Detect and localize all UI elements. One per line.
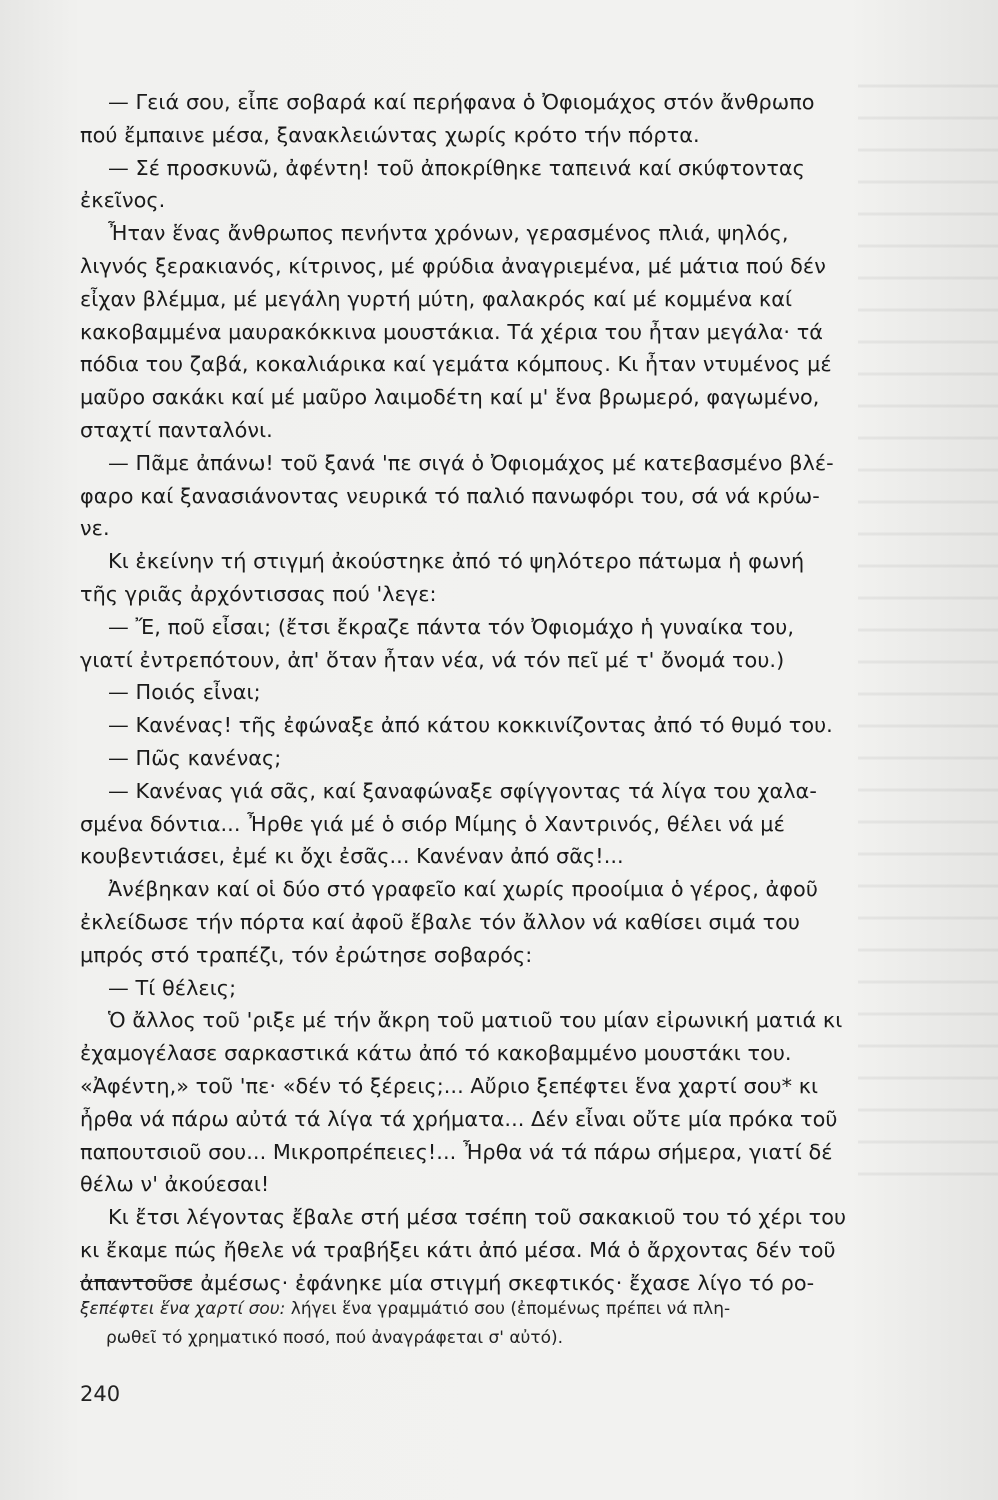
text-line: — Κανένας! τῆς ἐφώναξε ἀπό κάτου κοκκινίζοντας ἀπό τό θυμό του. [108,713,833,738]
text-line: «Ἀφέντη,» τοῦ 'πε· «δέν τό ξέρεις;... Αὔριο ξεπέφτει ἕνα χαρτί σου* κι [80,1073,819,1098]
footnote [80,1295,900,1353]
text-line: Ἀνέβηκαν καί οἱ δύο στό γραφεῖο καί χωρίς προοίμια ὁ γέρος, ἀφοῦ [108,877,818,902]
text-line: — Πᾶμε ἀπάνω! τοῦ ξανά 'πε σιγά ὁ Ὀφιομάχος μέ κατεβασμένο βλέ- [108,450,834,475]
footnote-definition: λήγει ἕνα γραμμάτιό σου (ἐπομένως πρέπει νά πλη- [285,1299,731,1319]
text-line: πού ἔμπαινε μέσα, ξανακλειώντας χωρίς κρότο τήν πόρτα. [80,122,700,147]
text-line: μπρός στό τραπέζι, τόν ἐρώτησε σοβαρός: [80,942,533,967]
text-line: εἶχαν βλέμμα, μέ μεγάλη γυρτή μύτη, φαλακρός καί μέ κομμένα καί [80,286,793,311]
text-line: λιγνός ξερακιανός, κίτρινος, μέ φρύδια ἀναγριεμένα, μέ μάτια πού δέν [80,253,826,278]
text-line: πόδια του ζαβά, κοκαλιάρικα καί γεμάτα κόμπους. Κι ἦταν ντυμένος μέ [80,352,832,377]
text-line: σταχτί πανταλόνι. [80,417,273,442]
text-line: σμένα δόντια... Ἦρθε γιά μέ ὁ σιόρ Μίμης ὁ Χαντρινός, θέλει νά μέ [80,811,785,836]
footnote-continuation: ρωθεῖ τό χρηματικό ποσό, πού ἀναγράφεται σ' αὐτό). [106,1328,564,1348]
text-line: Ἦταν ἕνας ἄνθρωπος πενήντα χρόνων, γερασμένος πλιά, ψηλός, [108,221,789,246]
footnote-term: ξεπέφτει ἕνα χαρτί σου: [80,1299,286,1319]
body-text [80,86,900,1299]
text-line: — Ποιός εἶναι; [108,680,261,705]
text-line: κακοβαμμένα μαυρακόκκινα μουστάκια. Τά χέρια του ἦταν μεγάλα· τά [80,319,824,344]
text-line: — Σέ προσκυνῶ, ἀφέντη! τοῦ ἀποκρίθηκε ταπεινά καί σκύφτοντας [108,155,805,180]
text-line: ἐχαμογέλασε σαρκαστικά κάτω ἀπό τό κακοβαμμένο μουστάκι του. [80,1041,792,1066]
text-line: — Τί θέλεις; [108,975,237,1000]
footnote-rule [80,1281,192,1282]
text-line: κουβεντιάσει, ἐμέ κι ὄχι ἐσᾶς... Κανέναν ἀπό σᾶς!... [80,844,624,869]
text-line: — Πῶς κανένας; [108,745,282,770]
page-number: 240 [80,1382,121,1406]
text-line: νε. [80,516,110,541]
text-line: φαρο καί ξανασιάνοντας νευρικά τό παλιό πανωφόρι του, σά νά κρύω- [80,483,820,508]
text-line: παπουτσιοῦ σου... Μικροπρέπειες!... Ἦρθα νά τά πάρω σήμερα, γιατί δέ [80,1139,833,1164]
text-line: γιατί ἐντρεπότουν, ἀπ' ὅταν ἦταν νέα, νά τόν πεῖ μέ τ' ὄνομά του.) [80,647,785,672]
text-line: — Κανένας γιά σᾶς, καί ξαναφώναξε σφίγγοντας τά λίγα του χαλα- [108,778,817,803]
text-line: θέλω ν' ἀκούεσαι! [80,1172,270,1197]
text-line: Κι ἔτσι λέγοντας ἔβαλε στή μέσα τσέπη τοῦ σακακιοῦ του τό χέρι του [108,1205,847,1230]
text-line: ἀπαντοῦσε ἀμέσως· ἐφάνηκε μία στιγμή σκεφτικός· ἔχασε λίγο τό ρο- [80,1270,815,1295]
text-line: ἐκλείδωσε τήν πόρτα καί ἀφοῦ ἔβαλε τόν ἄλλον νά καθίσει σιμά του [80,909,800,934]
text-line: ἐκεῖνος. [80,188,166,213]
text-line: μαῦρο σακάκι καί μέ μαῦρο λαιμοδέτη καί μ' ἕνα βρωμερό, φαγωμένο, [80,385,820,410]
text-line: τῆς γριᾶς ἀρχόντισσας πού 'λεγε: [80,581,437,606]
text-line: κι ἔκαμε πώς ἤθελε νά τραβήξει κάτι ἀπό μέσα. Μά ὁ ἄρχοντας δέν τοῦ [80,1237,836,1262]
text-line: Κι ἐκείνην τή στιγμή ἀκούστηκε ἀπό τό ψηλότερο πάτωμα ἡ φωνή [108,549,805,574]
text-line: Ὁ ἄλλος τοῦ 'ριξε μέ τήν ἄκρη τοῦ ματιοῦ του μίαν εἰρωνική ματιά κι [108,1008,843,1033]
footnote-line [80,1295,900,1324]
text-line: — Γειά σου, εἶπε σοβαρά καί περήφανα ὁ Ὀφιομάχος στόν ἄνθρωπο [108,90,815,114]
text-line: ἦρθα νά πάρω αὐτά τά λίγα τά χρήματα... Δέν εἶναι οὔτε μία πρόκα τοῦ [80,1106,838,1131]
text-line: — Ἔ, ποῦ εἶσαι; (ἔτσι ἔκραζε πάντα τόν Ὀφιομάχο ἡ γυναίκα του, [108,614,795,639]
